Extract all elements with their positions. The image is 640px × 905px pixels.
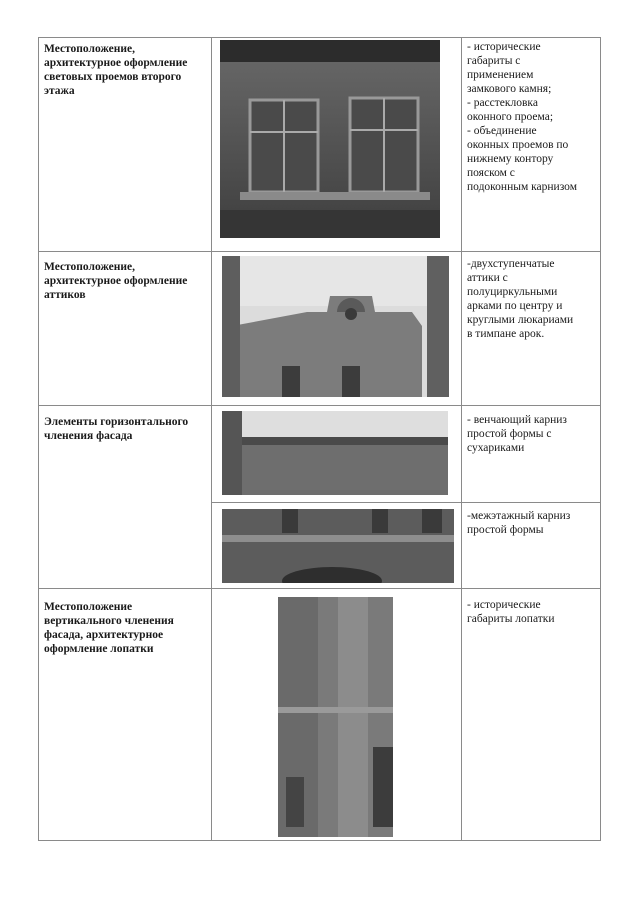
- row-2-label: Местоположение, архитектурное оформление аттиков: [44, 261, 188, 301]
- row-divider: [38, 251, 601, 252]
- row-3-sub-description: -межэтажный карниз простой формы: [467, 510, 571, 536]
- facade-photo-cornice-icon: [222, 411, 448, 495]
- row-divider: [38, 37, 601, 38]
- row-1-description: - исторические габариты с применением замкового камня; - расстекловка оконного проема; - объединение оконных проемов по нижнему контору пояском с подоконным карнизом: [467, 41, 577, 193]
- row-4-label: Местоположение вертикального членения фасада, архитектурное оформление лопатки: [44, 601, 174, 655]
- row-3-label: Элементы горизонтального членения фасада: [44, 416, 189, 442]
- row-divider: [211, 502, 601, 503]
- facade-photo-windows-icon: [220, 40, 440, 238]
- row-2-description: -двухступенчатые аттики с полуциркульными арками по центру и круглыми люкариами в тимпане арок.: [467, 258, 574, 340]
- facade-photo-attic-icon: [222, 256, 449, 397]
- row-1-label: Местоположение, архитектурное оформление световых проемов второго этажа: [44, 43, 188, 97]
- row-divider: [38, 588, 601, 589]
- facade-photo-pilaster-icon: [278, 597, 393, 837]
- column-divider: [600, 37, 601, 841]
- row-4-description: - исторические габариты лопатки: [467, 599, 555, 625]
- facade-photo-belt-cornice-icon: [222, 509, 454, 583]
- column-divider: [38, 37, 39, 841]
- row-divider: [38, 405, 601, 406]
- column-divider: [211, 37, 212, 841]
- row-3-description: - венчающий карниз простой формы с сухариками: [467, 414, 567, 454]
- row-divider: [38, 840, 601, 841]
- column-divider: [461, 37, 462, 841]
